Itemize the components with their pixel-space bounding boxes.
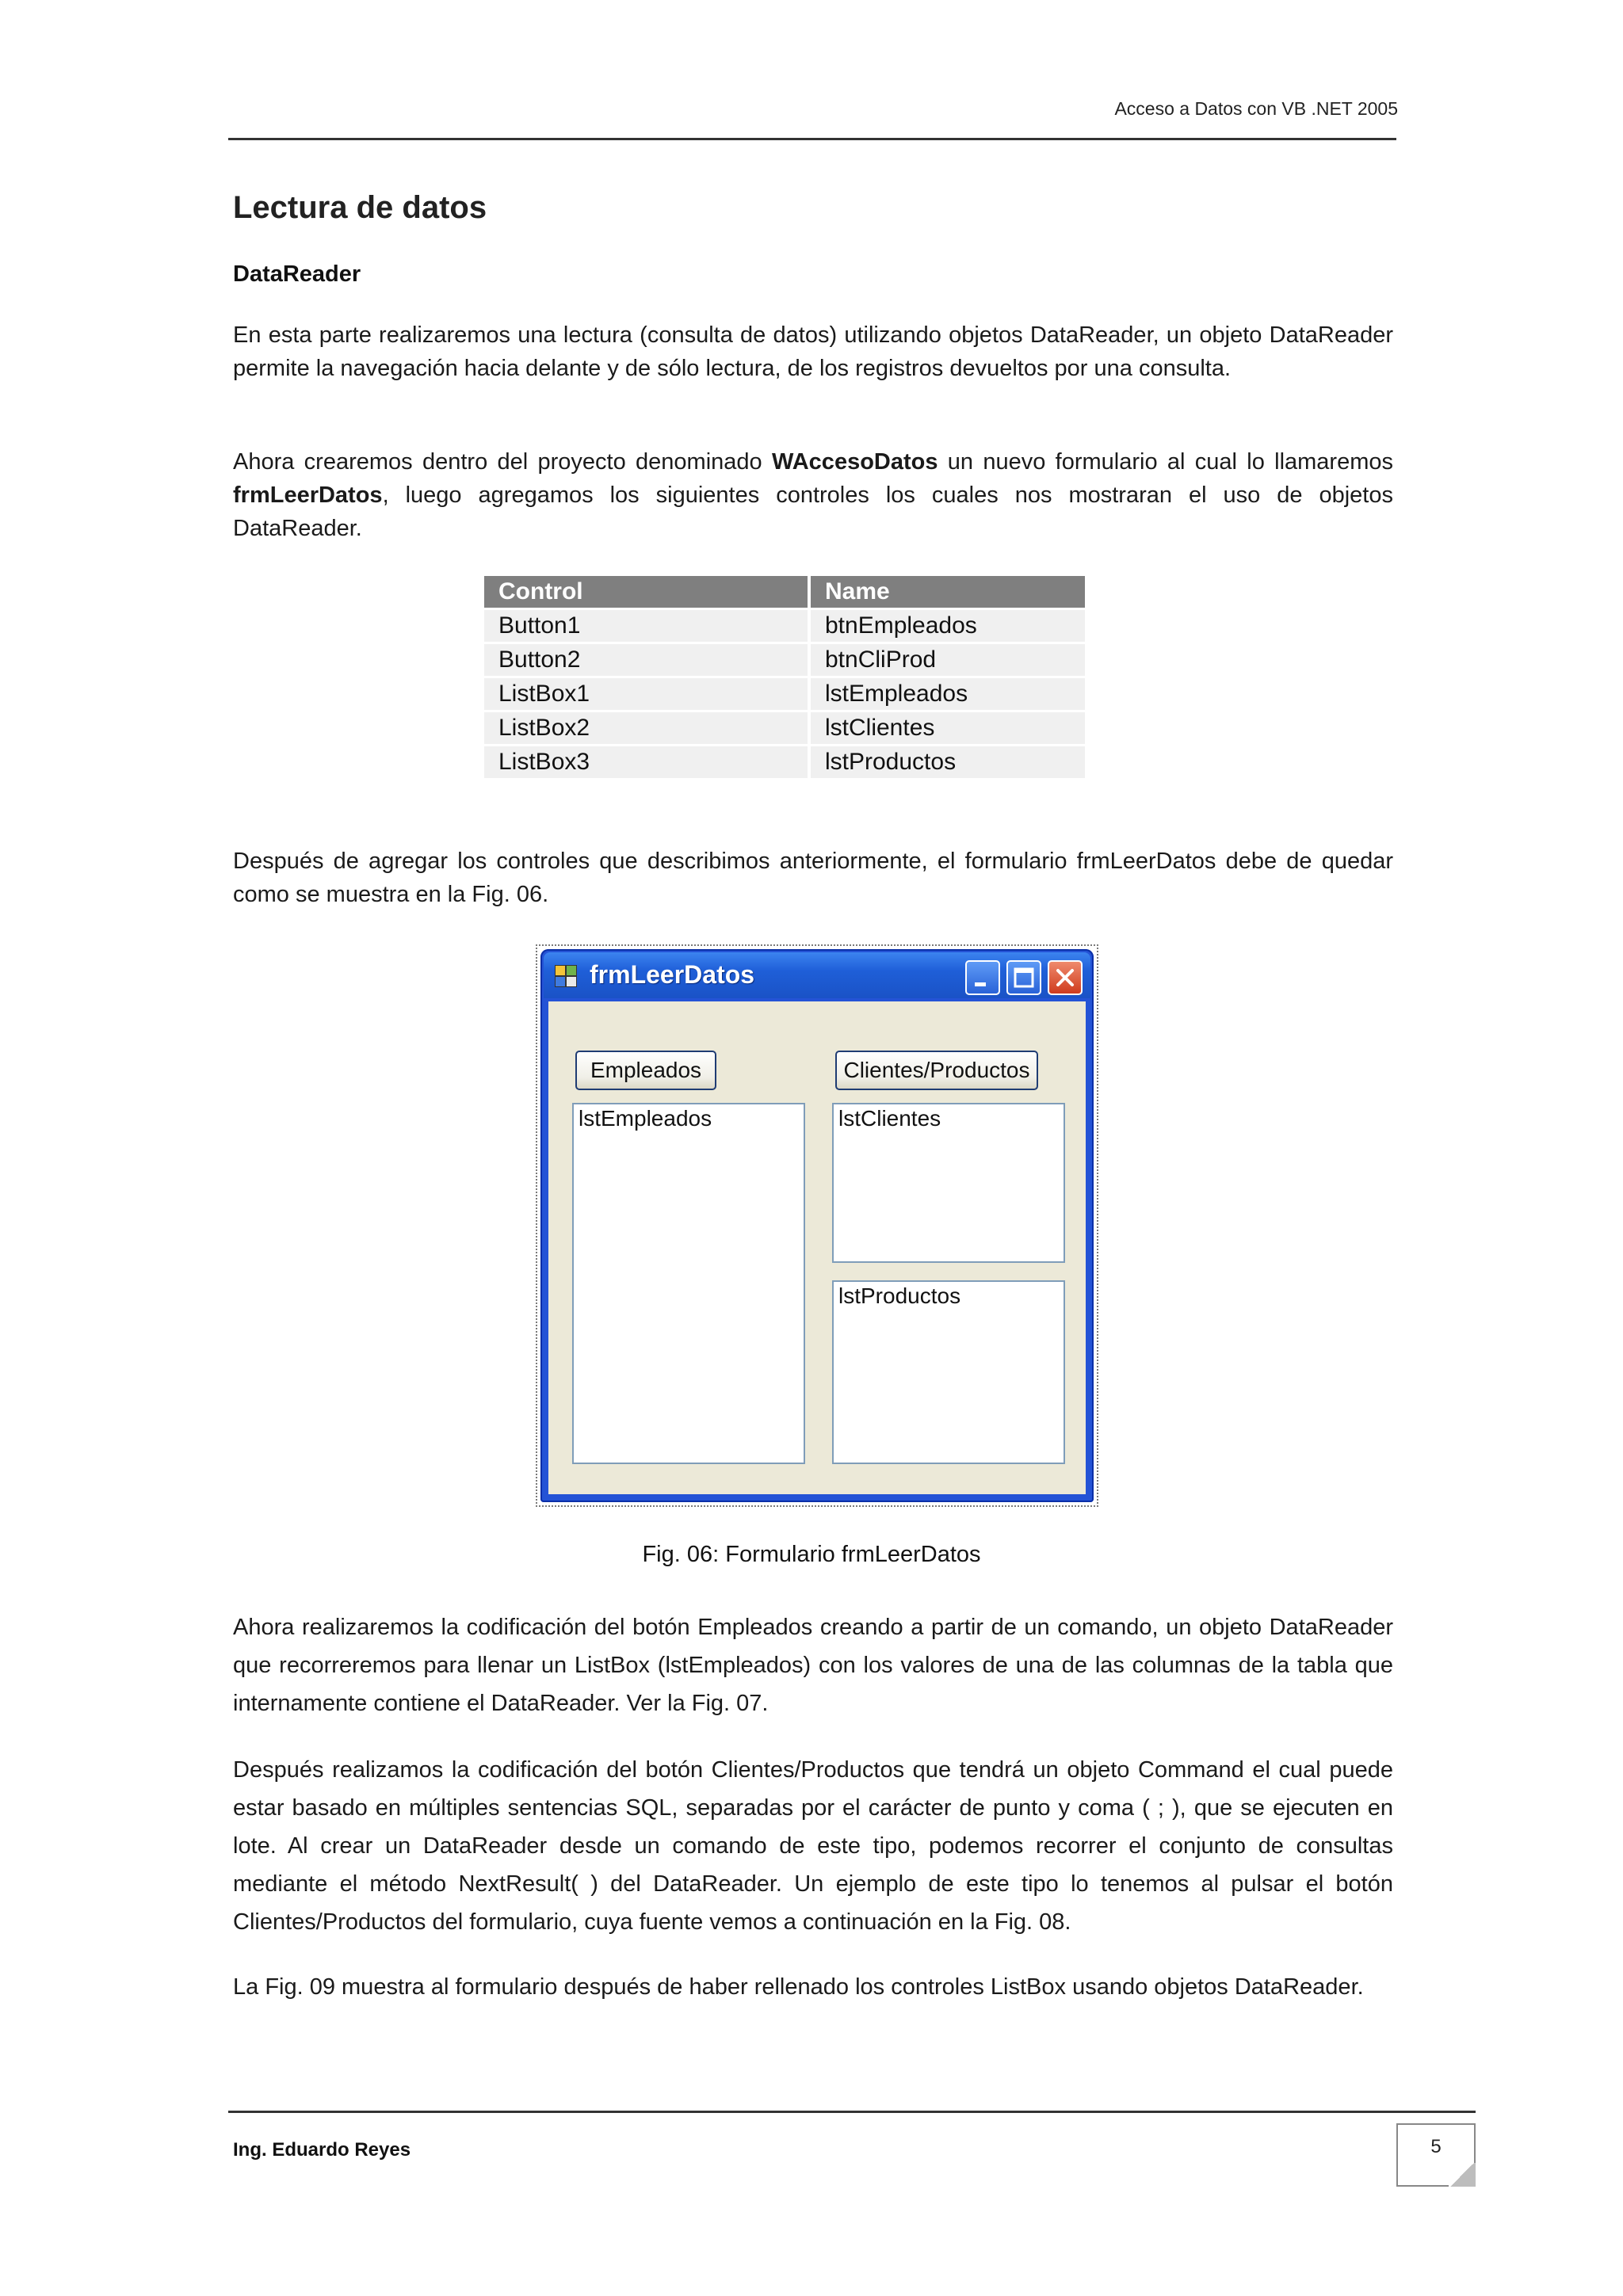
page-number: 5 — [1430, 2136, 1442, 2157]
clientes-productos-button[interactable]: Clientes/Productos — [835, 1051, 1038, 1090]
empleados-button[interactable]: Empleados — [575, 1051, 716, 1090]
paragraph-create-form — [233, 445, 1393, 545]
paragraph-empleados-code: Ahora realizaremos la codificación del botón Empleados creando a partir de un comando, un objeto DataReader que recorreremos para llenar un ListBox (lstEmpleados) con los valores de una de las columnas de la tabla que internamente contiene el DataReader. Ver la Fig. 07. — [233, 1615, 1393, 1716]
maximize-button[interactable] — [1006, 960, 1041, 995]
project-name: WAccesoDatos — [771, 449, 938, 475]
table-row — [484, 746, 1085, 778]
paragraph-fig09: La Fig. 09 muestra al formulario después de haber rellenado los controles ListBox usando objetos DataReader. — [233, 1974, 1364, 2000]
figure-caption: Fig. 06: Formulario frmLeerDatos — [642, 1542, 981, 1567]
section-subtitle: DataReader — [233, 261, 361, 287]
page-curl-decoration — [1449, 2163, 1476, 2187]
column-header: Control — [484, 576, 811, 608]
table-cell: lstClientes — [811, 712, 1085, 744]
table-cell: btnCliProd — [811, 644, 1085, 676]
footer-rule — [228, 2111, 1476, 2113]
page-number-box — [1396, 2123, 1476, 2187]
form-window — [540, 949, 1094, 1502]
paragraph-cliprod-code: Después realizamos la codificación del botón Clientes/Productos que tendrá un objeto Command el cual puede estar basado en múltiples sentencias SQL, separadas por el carácter de punto y coma ( ; ), que se ejecuten en lote. Al crear un DataReader desde un comando de este tipo, podemos recorrer el conjunto de consultas mediante el método NextResult( ) del DataReader. Un ejemplo de este tipo lo tenemos al pulsar el botón Clientes/Productos del formulario, cuya fuente vemos a continuación en la Fig. 08. — [233, 1757, 1393, 1935]
section-title: Lectura de datos — [233, 190, 487, 225]
table-cell: lstProductos — [811, 746, 1085, 778]
header-rule — [228, 138, 1396, 140]
form-client-area — [548, 1001, 1086, 1494]
footer-author: Ing. Eduardo Reyes — [233, 2139, 411, 2161]
close-icon — [1049, 962, 1081, 994]
minimize-button[interactable] — [965, 960, 1000, 995]
table-cell: Button1 — [484, 610, 811, 642]
paragraph-intro: En esta parte realizaremos una lectura (consulta de datos) utilizando objetos DataReader, un objeto DataReader permite la navegación hacia delante y de sólo lectura, de los registros devueltos por una consulta. — [233, 322, 1393, 381]
table-cell: ListBox2 — [484, 712, 811, 744]
controls-table — [484, 574, 1085, 780]
table-cell: btnEmpleados — [811, 610, 1085, 642]
lst-productos-listbox[interactable]: lstProductos — [832, 1280, 1065, 1464]
column-header: Name — [811, 576, 1085, 608]
table-row — [484, 610, 1085, 642]
running-header: Acceso a Datos con VB .NET 2005 — [1114, 98, 1398, 119]
paragraph-after-controls: Después de agregar los controles que describimos anteriormente, el formulario frmLeerDatos debe de quedar como se muestra en la Fig. 06. — [233, 849, 1393, 907]
table-row — [484, 644, 1085, 676]
window-title: frmLeerDatos — [590, 960, 755, 989]
table-cell: Button2 — [484, 644, 811, 676]
table-cell: ListBox3 — [484, 746, 811, 778]
close-button[interactable] — [1048, 960, 1083, 995]
text: Ahora crearemos dentro del proyecto denominado — [233, 449, 772, 475]
lst-clientes-listbox[interactable]: lstClientes — [832, 1103, 1065, 1263]
text: un nuevo formulario al cual lo llamaremos — [938, 449, 1394, 475]
maximize-icon — [1008, 962, 1040, 994]
table-cell: lstEmpleados — [811, 678, 1085, 710]
table-header-row — [484, 576, 1085, 608]
form-app-icon — [555, 965, 577, 987]
form-name: frmLeerDatos — [233, 482, 383, 508]
table-row — [484, 712, 1085, 744]
window-titlebar[interactable] — [544, 952, 1090, 998]
lst-empleados-listbox[interactable]: lstEmpleados — [572, 1103, 805, 1464]
table-row — [484, 678, 1085, 710]
table-cell: ListBox1 — [484, 678, 811, 710]
minimize-icon — [967, 962, 999, 994]
text: , luego agregamos los siguientes controles los cuales nos mostraran el uso de objetos DataReader. — [233, 482, 1393, 541]
